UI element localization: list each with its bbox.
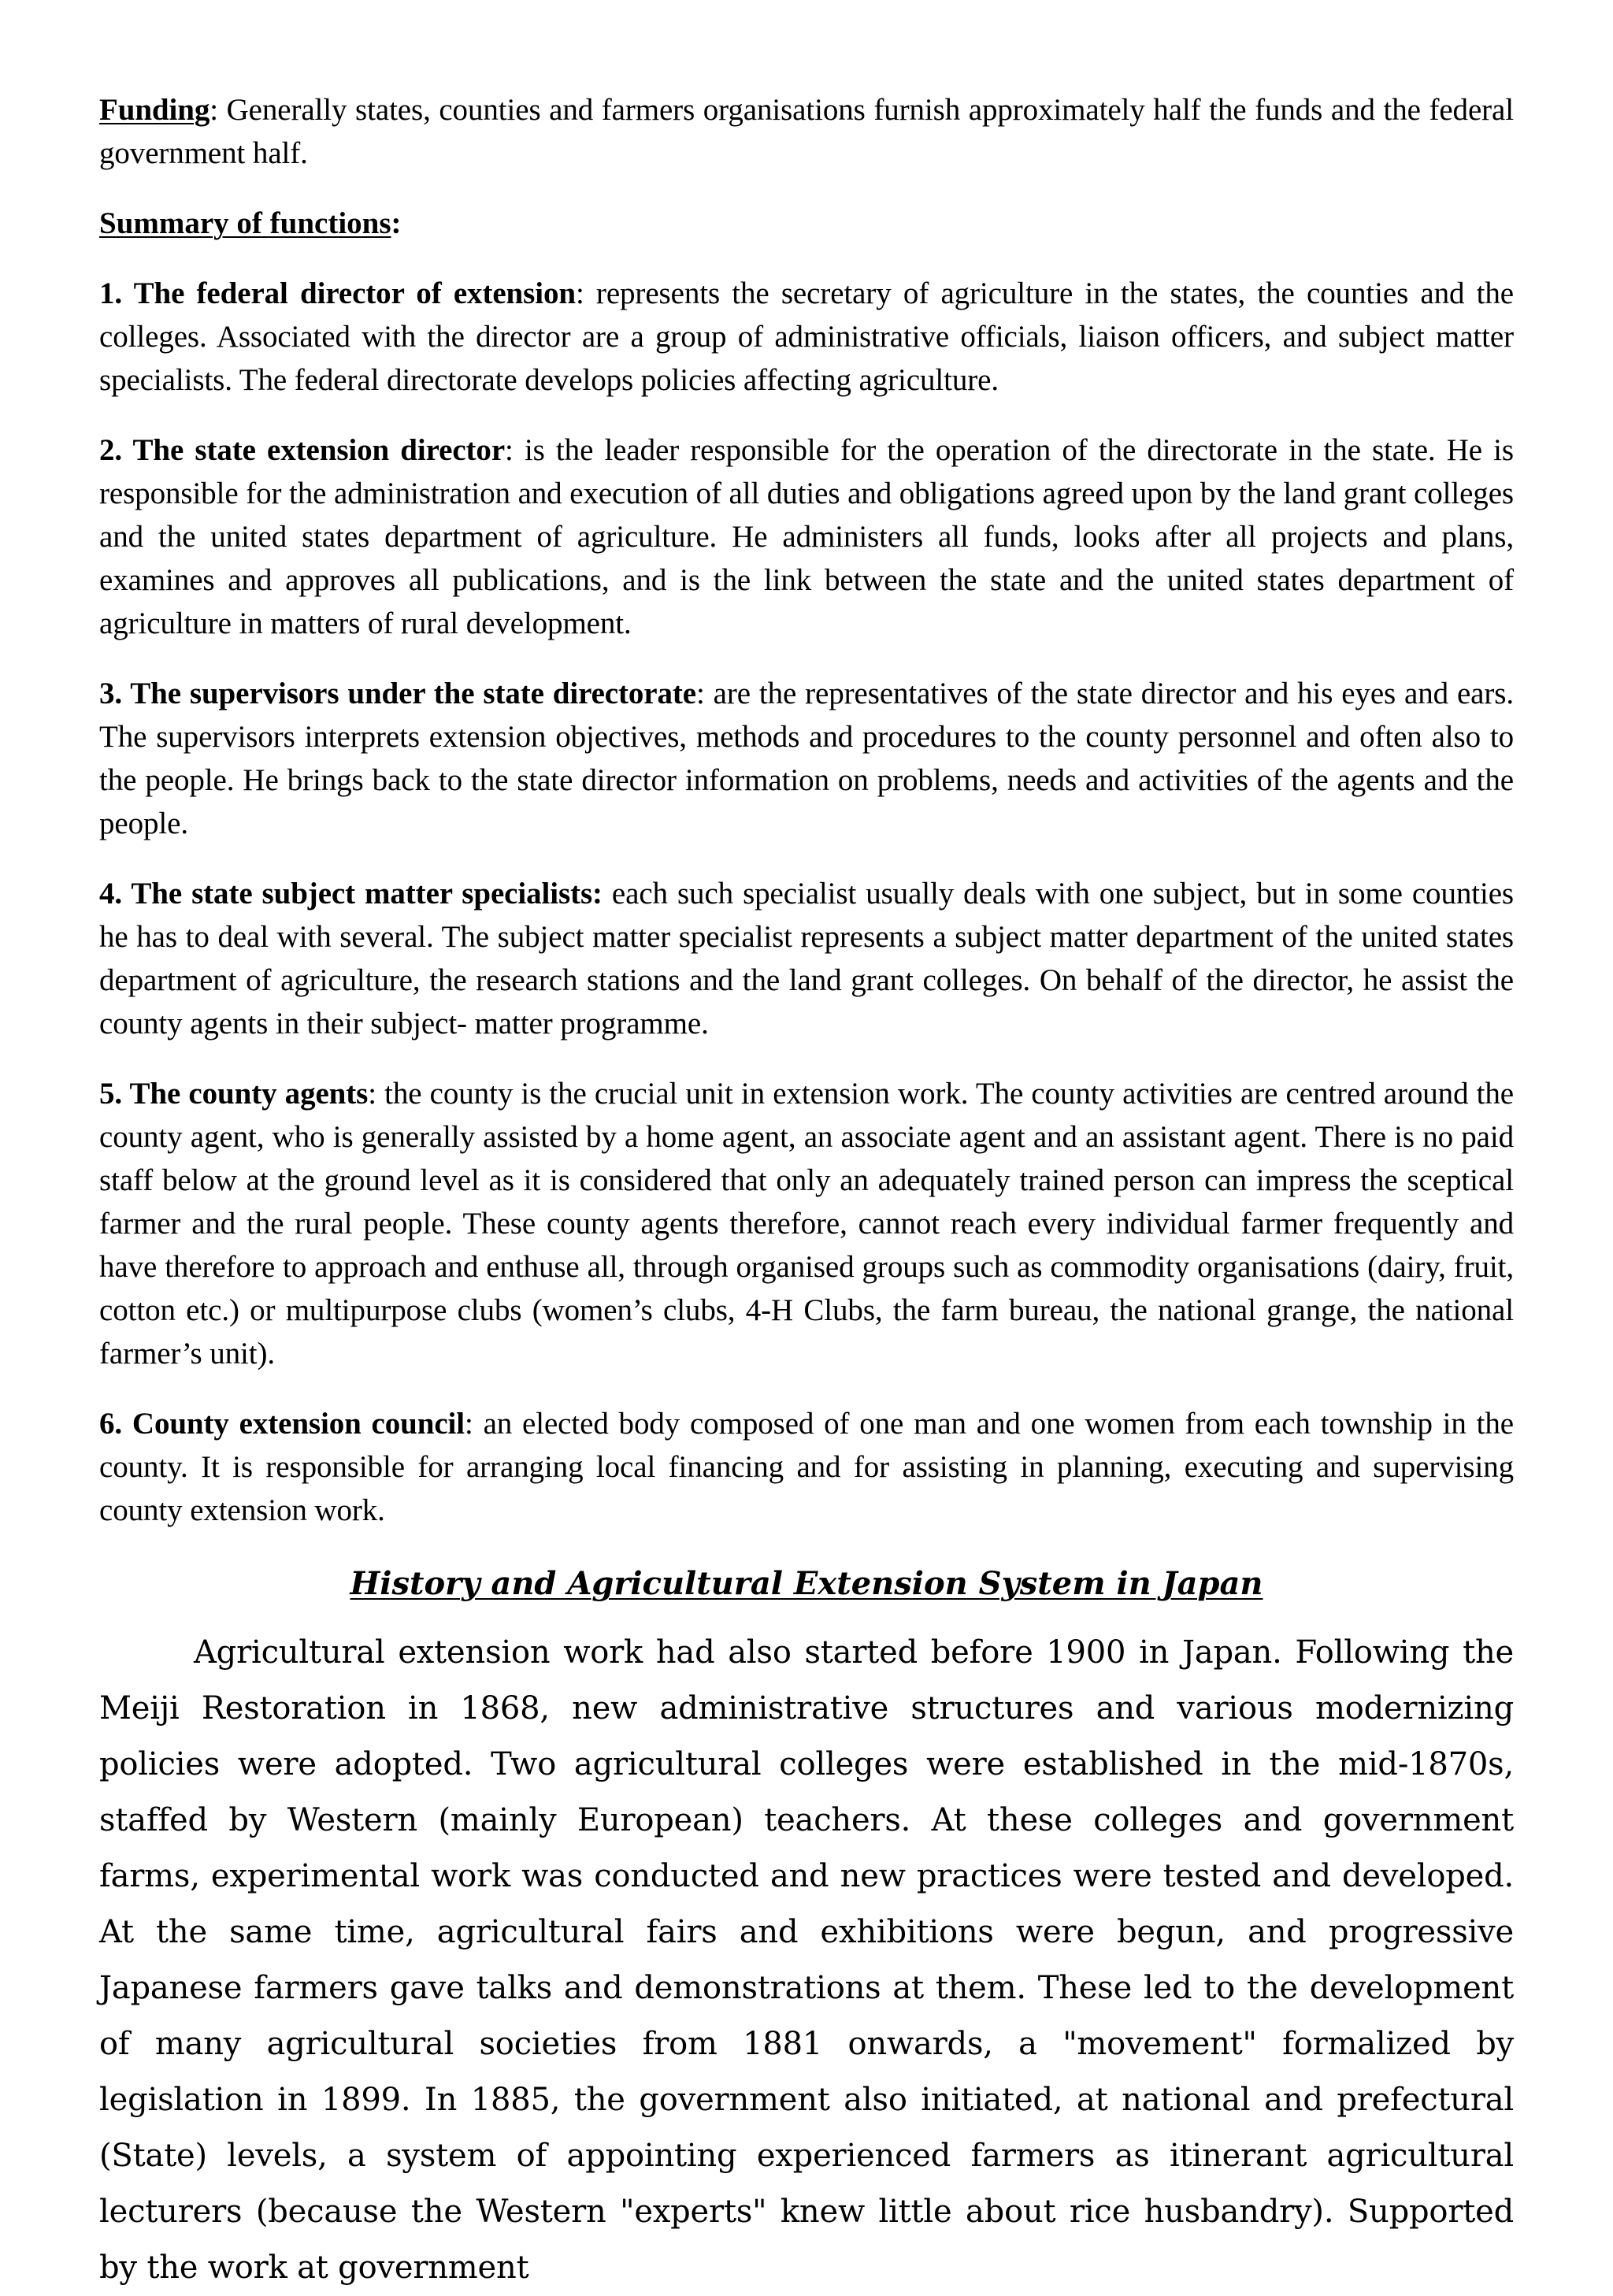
funding-colon: : (210, 93, 218, 127)
function-body: each such specialist usually deals with one subject, but in some counties he has to deal with several. The subject matter specialist represents a subject matter department of the united states department of agriculture, the research stations and the land grant colleges. On behalf of the director, he assist the county agents in their subject- matter programme. (99, 877, 1514, 1040)
section-title: History and Agricultural Extension System in Japan (350, 1565, 1263, 1602)
function-item-federal-director (99, 272, 1514, 402)
function-item-state-director (99, 428, 1514, 645)
function-title: 5. The county agents (99, 1077, 369, 1111)
function-title: 1. The federal director of extension (99, 276, 576, 310)
function-item-county-council (99, 1402, 1514, 1532)
function-body: : an elected body composed of one man and one women from each township in the county. It is responsible for arranging local financing and for assisting in planning, executing and supervising county extension work. (99, 1407, 1514, 1527)
function-body: : the county is the crucial unit in extension work. The county activities are centred around the county agent, who is generally assisted by a home agent, an associate agent and an assistant agent. There is no paid staff below at the ground level as it is considered that only an adequately trained person can impress the sceptical farmer and the rural people. These county agents therefore, cannot reach every individual farmer frequently and have therefore to approach and enthuse all, through organised groups such as commodity organisations (dairy, fruit, cotton etc.) or multipurpose clubs (women’s clubs, 4-H Clubs, the farm bureau, the national grange, the national farmer’s unit). (99, 1077, 1514, 1371)
summary-heading (99, 202, 1514, 245)
summary-colon: : (391, 206, 402, 240)
function-title: 4. The state subject matter specialists: (99, 877, 603, 911)
function-item-county-agents (99, 1072, 1514, 1375)
funding-text: Generally states, counties and farmers organisations furnish approximately half the funds and the federal government half. (99, 93, 1514, 170)
function-body: : represents the secretary of agriculture in the states, the counties and the colleges. Associated with the director are a group of administrative officials, liaison officers, and subject matter specialists. The federal directorate develops policies affecting agriculture. (99, 276, 1515, 397)
funding-paragraph (99, 88, 1514, 175)
function-title: 3. The supervisors under the state directorate (99, 677, 697, 710)
function-title: 2. The state extension director (99, 433, 506, 467)
funding-label: Funding (99, 93, 210, 127)
japan-history-paragraph: Agricultural extension work had also started before 1900 in Japan. Following the Meiji Restoration in 1868, new administrative structures and various modernizing policies were adopted. Two agricultural colleges were established in the mid-1870s, staffed by Western (mainly European) teachers. At these colleges and government farms, experimental work was conducted and new practices were tested and developed. At the same time, agricultural fairs and exhibitions were begun, and progressive Japanese farmers gave talks and demonstrations at them. These led to the development of many agricultural societies from 1881 onwards, a "movement" formalized by legislation in 1899. In 1885, the government also initiated, at national and prefectural (State) levels, a system of appointing experienced farmers as itinerant agricultural lecturers (because the Western "experts" knew little about rice husbandry). Supported by the work at government (99, 1634, 1514, 2286)
function-body: : is the leader responsible for the operation of the directorate in the state. He is responsible for the administration and execution of all duties and obligations agreed upon by the land grant colleges and the united states department of agriculture. He administers all funds, looks after all projects and plans, examines and approves all publications, and is the link between the state and the united states department of agriculture in matters of rural development. (99, 433, 1514, 640)
function-body: : are the representatives of the state director and his eyes and ears. The supervisors interprets extension objectives, methods and procedures to the county personnel and often also to the people. He brings back to the state director information on problems, needs and activities of the agents and the people. (99, 677, 1514, 840)
function-item-supervisors (99, 672, 1514, 845)
function-title: 6. County extension council (99, 1407, 465, 1441)
summary-label: Summary of functions (99, 206, 391, 240)
function-item-subject-specialists (99, 872, 1514, 1045)
